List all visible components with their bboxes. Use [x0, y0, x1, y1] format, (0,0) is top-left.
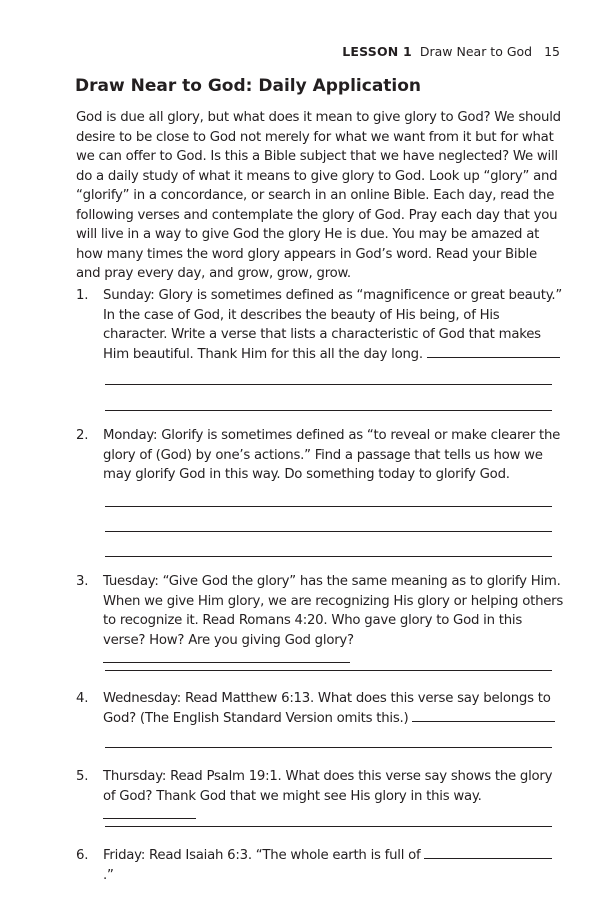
answer-line[interactable] [105, 531, 552, 532]
page-header [342, 44, 560, 59]
answer-line[interactable] [105, 384, 552, 385]
item-number: 2. [76, 428, 89, 443]
item-number: 5. [76, 769, 89, 784]
item-text: Tuesday: “Give God the glory” has the same meaning as to glorify Him. When we give Him glory, we are recognizing His glory or helping others to recognize it. Read Romans 4:20. Who gave glory to God in this verse? How? Are you giving God glory? [103, 574, 564, 648]
list-item-thursday [76, 767, 564, 826]
list-item-tuesday [76, 572, 564, 670]
answer-line[interactable] [105, 410, 552, 411]
item-text: Thursday: Read Psalm 19:1. What does this verse say shows the glory of God? Thank God that we might see His glory in this way. [103, 769, 553, 804]
item-number: 4. [76, 691, 89, 706]
answer-line[interactable] [105, 556, 552, 557]
list-item-wednesday [76, 689, 564, 728]
page-title: Draw Near to God: Daily Application [75, 76, 422, 96]
item-number: 6. [76, 848, 89, 863]
answer-blank[interactable] [412, 709, 555, 722]
lesson-label: LESSON 1 [342, 44, 412, 59]
list-item-friday [76, 846, 564, 885]
page-number: 15 [544, 44, 560, 59]
list-item-sunday [76, 286, 564, 364]
item-number: 1. [76, 288, 89, 303]
answer-line[interactable] [105, 670, 552, 671]
lesson-title: Draw Near to God [419, 44, 533, 59]
item-text: Wednesday: Read Matthew 6:13. What does this verse say belongs to God? (The English Standard Version omits this.) [103, 691, 551, 726]
answer-blank[interactable] [424, 846, 552, 859]
answer-line[interactable] [105, 826, 552, 827]
item-text-end: .” [103, 867, 114, 883]
item-text: Monday: Glorify is sometimes defined as “to reveal or make clearer the glory of (God) by one’s actions.” Find a passage that tells us how we may glorify God in this way. Do something today to glorify God. [103, 428, 561, 482]
answer-blank[interactable] [103, 650, 350, 663]
intro-paragraph: God is due all glory, but what does it mean to give glory to God? We should desire to be close to God not merely for what we want from it but for what we can offer to God. Is this a Bible subject that we have neglected? We will do a daily study of what it means to give glory to God. Look up “glory” and “glorify” in a concordance, or search in an online Bible. Each day, read the following verses and contemplate the glory of God. Pray each day that you will live in a way to give God the glory He is due. You may be amazed at how many times the word glory appears in God’s word. Read your Bible and pray every day, and grow, grow, grow. [76, 110, 561, 281]
item-text: Sunday: Glory is sometimes defined as “magnificence or great beauty.” In the case of God, it describes the beauty of His being, of His character. Write a verse that lists a characteristic of God that makes Him beautiful. Thank Him for this all the day long. [103, 288, 563, 362]
answer-blank[interactable] [427, 345, 560, 358]
item-number: 3. [76, 574, 89, 589]
answer-blank[interactable] [103, 806, 196, 819]
answer-line[interactable] [105, 506, 552, 507]
item-text: Friday: Read Isaiah 6:3. “The whole earth is full of [103, 848, 421, 863]
list-item-monday [76, 426, 564, 485]
answer-line[interactable] [105, 747, 552, 748]
